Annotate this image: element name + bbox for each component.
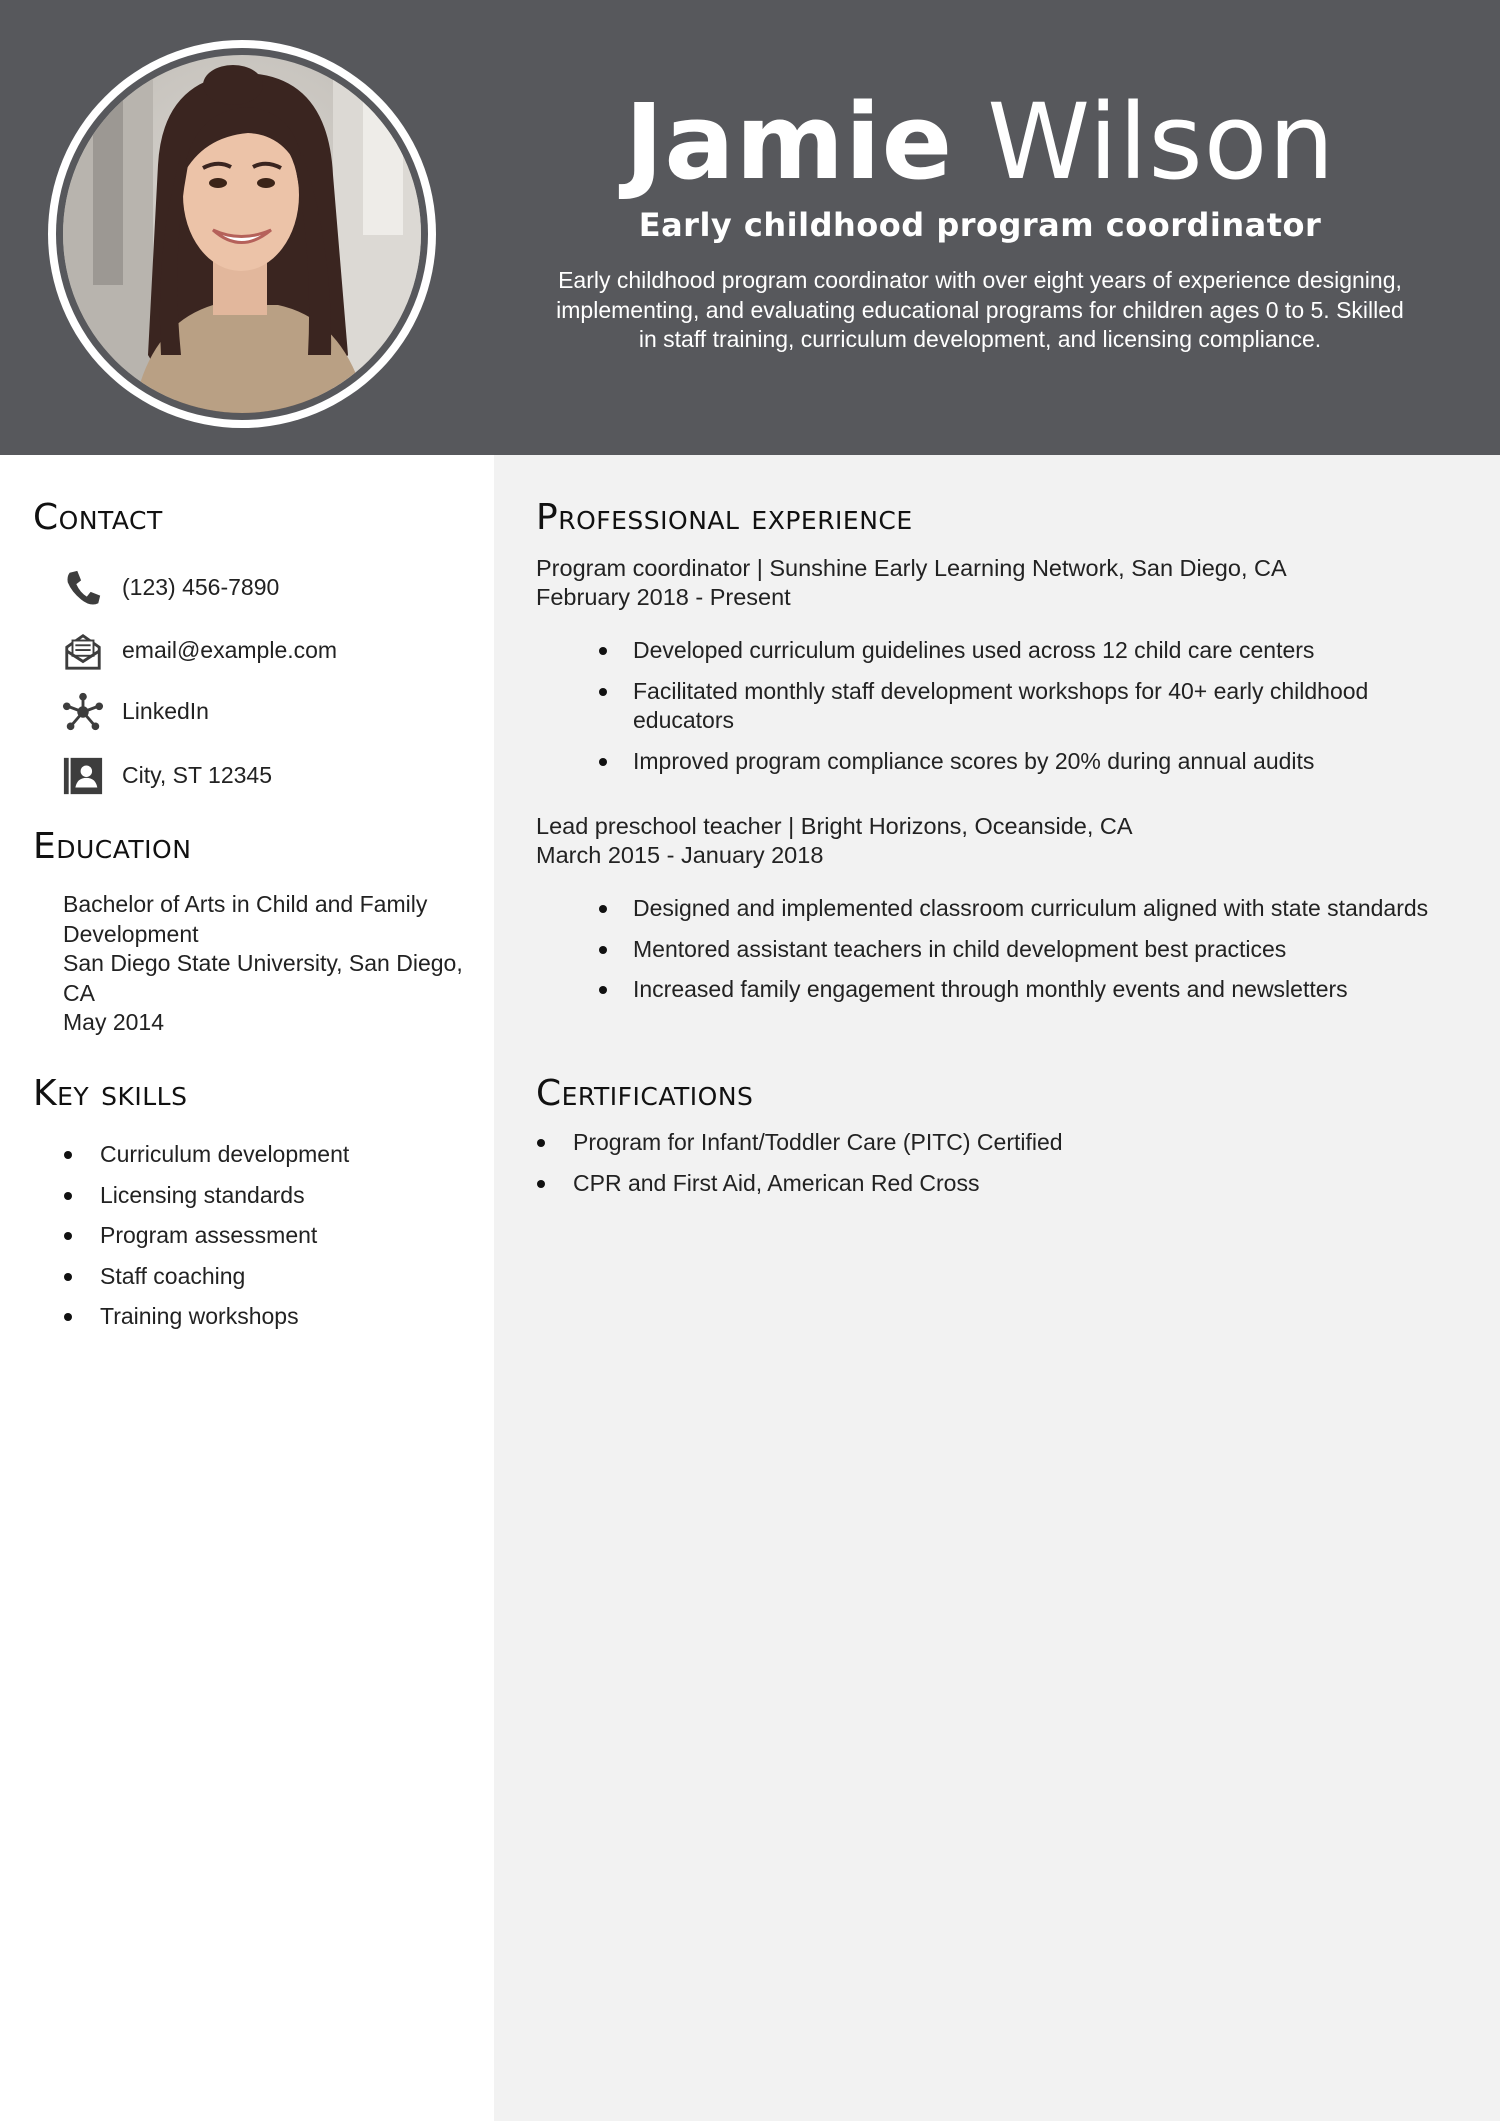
- list-item: Developed curriculum guidelines used across 12 child care centers: [595, 636, 1445, 666]
- certifications-heading: Certifications: [536, 1073, 754, 1114]
- job-2-header: [536, 812, 1456, 869]
- profile-photo: [63, 55, 421, 413]
- job-2-dates: March 2015 - January 2018: [536, 841, 824, 868]
- list-item: Designed and implemented classroom curriculum aligned with state standards: [595, 894, 1445, 924]
- experience-heading: Professional experience: [536, 497, 913, 538]
- profile-photo-ring: [48, 40, 436, 428]
- list-item: CPR and First Aid, American Red Cross: [534, 1169, 1434, 1199]
- candidate-name: [540, 82, 1420, 202]
- certifications-list: [534, 1128, 1434, 1209]
- profile-photo-illustration: [63, 55, 421, 413]
- contact-linkedin: [62, 690, 482, 734]
- graduation-date: May 2014: [63, 1009, 165, 1035]
- list-item: Staff coaching: [62, 1262, 462, 1292]
- list-item: Licensing standards: [62, 1181, 462, 1211]
- email-icon: [62, 629, 104, 673]
- job-1-header: [536, 554, 1456, 611]
- degree: Bachelor of Arts in Child and Family Development: [63, 891, 428, 947]
- education-entry: [63, 890, 463, 1038]
- network-icon: [62, 690, 104, 734]
- job-1-title: Program coordinator | Sunshine Early Learning Network, San Diego, CA: [536, 555, 1287, 581]
- school: San Diego State University, San Diego, CA: [63, 950, 463, 1006]
- phone-icon: [62, 566, 104, 610]
- list-item: Mentored assistant teachers in child development best practices: [595, 935, 1445, 965]
- last-name: Wilson: [987, 81, 1336, 203]
- address-text: City, ST 12345: [122, 762, 273, 788]
- education-heading: Education: [33, 826, 192, 867]
- list-item: Curriculum development: [62, 1140, 462, 1170]
- email-text: email@example.com: [122, 637, 338, 663]
- skills-heading: Key skills: [33, 1073, 188, 1114]
- job-2-bullets: [595, 894, 1445, 1016]
- list-item: Program assessment: [62, 1221, 462, 1251]
- job-title: Early childhood program coordinator: [638, 206, 1322, 244]
- list-item: Improved program compliance scores by 20% during annual audits: [595, 747, 1445, 777]
- first-name: Jamie: [624, 81, 954, 203]
- list-item: Training workshops: [62, 1302, 462, 1332]
- contact-phone: [62, 566, 482, 610]
- phone-text: (123) 456-7890: [122, 574, 280, 600]
- skills-list: [62, 1140, 462, 1343]
- job-2-title: Lead preschool teacher | Bright Horizons, Oceanside, CA: [536, 813, 1133, 839]
- list-item: Facilitated monthly staff development workshops for 40+ early childhood educators: [595, 677, 1445, 736]
- address-book-icon: [62, 754, 104, 798]
- contact-heading: Contact: [33, 497, 163, 538]
- list-item: Increased family engagement through monthly events and newsletters: [595, 975, 1445, 1005]
- contact-address: [62, 754, 482, 798]
- linkedin-text[interactable]: LinkedIn: [122, 698, 209, 724]
- professional-summary: Early childhood program coordinator with over eight years of experience designing, implementing, and evaluating educational programs for children ages 0 to 5. Skilled in staff training, curriculum development, and licensing compliance.: [556, 267, 1404, 352]
- header-banner: [0, 0, 1500, 455]
- contact-email: [62, 629, 482, 673]
- job-1-dates: February 2018 - Present: [536, 583, 791, 610]
- list-item: Program for Infant/Toddler Care (PITC) Certified: [534, 1128, 1434, 1158]
- job-1-bullets: [595, 636, 1445, 787]
